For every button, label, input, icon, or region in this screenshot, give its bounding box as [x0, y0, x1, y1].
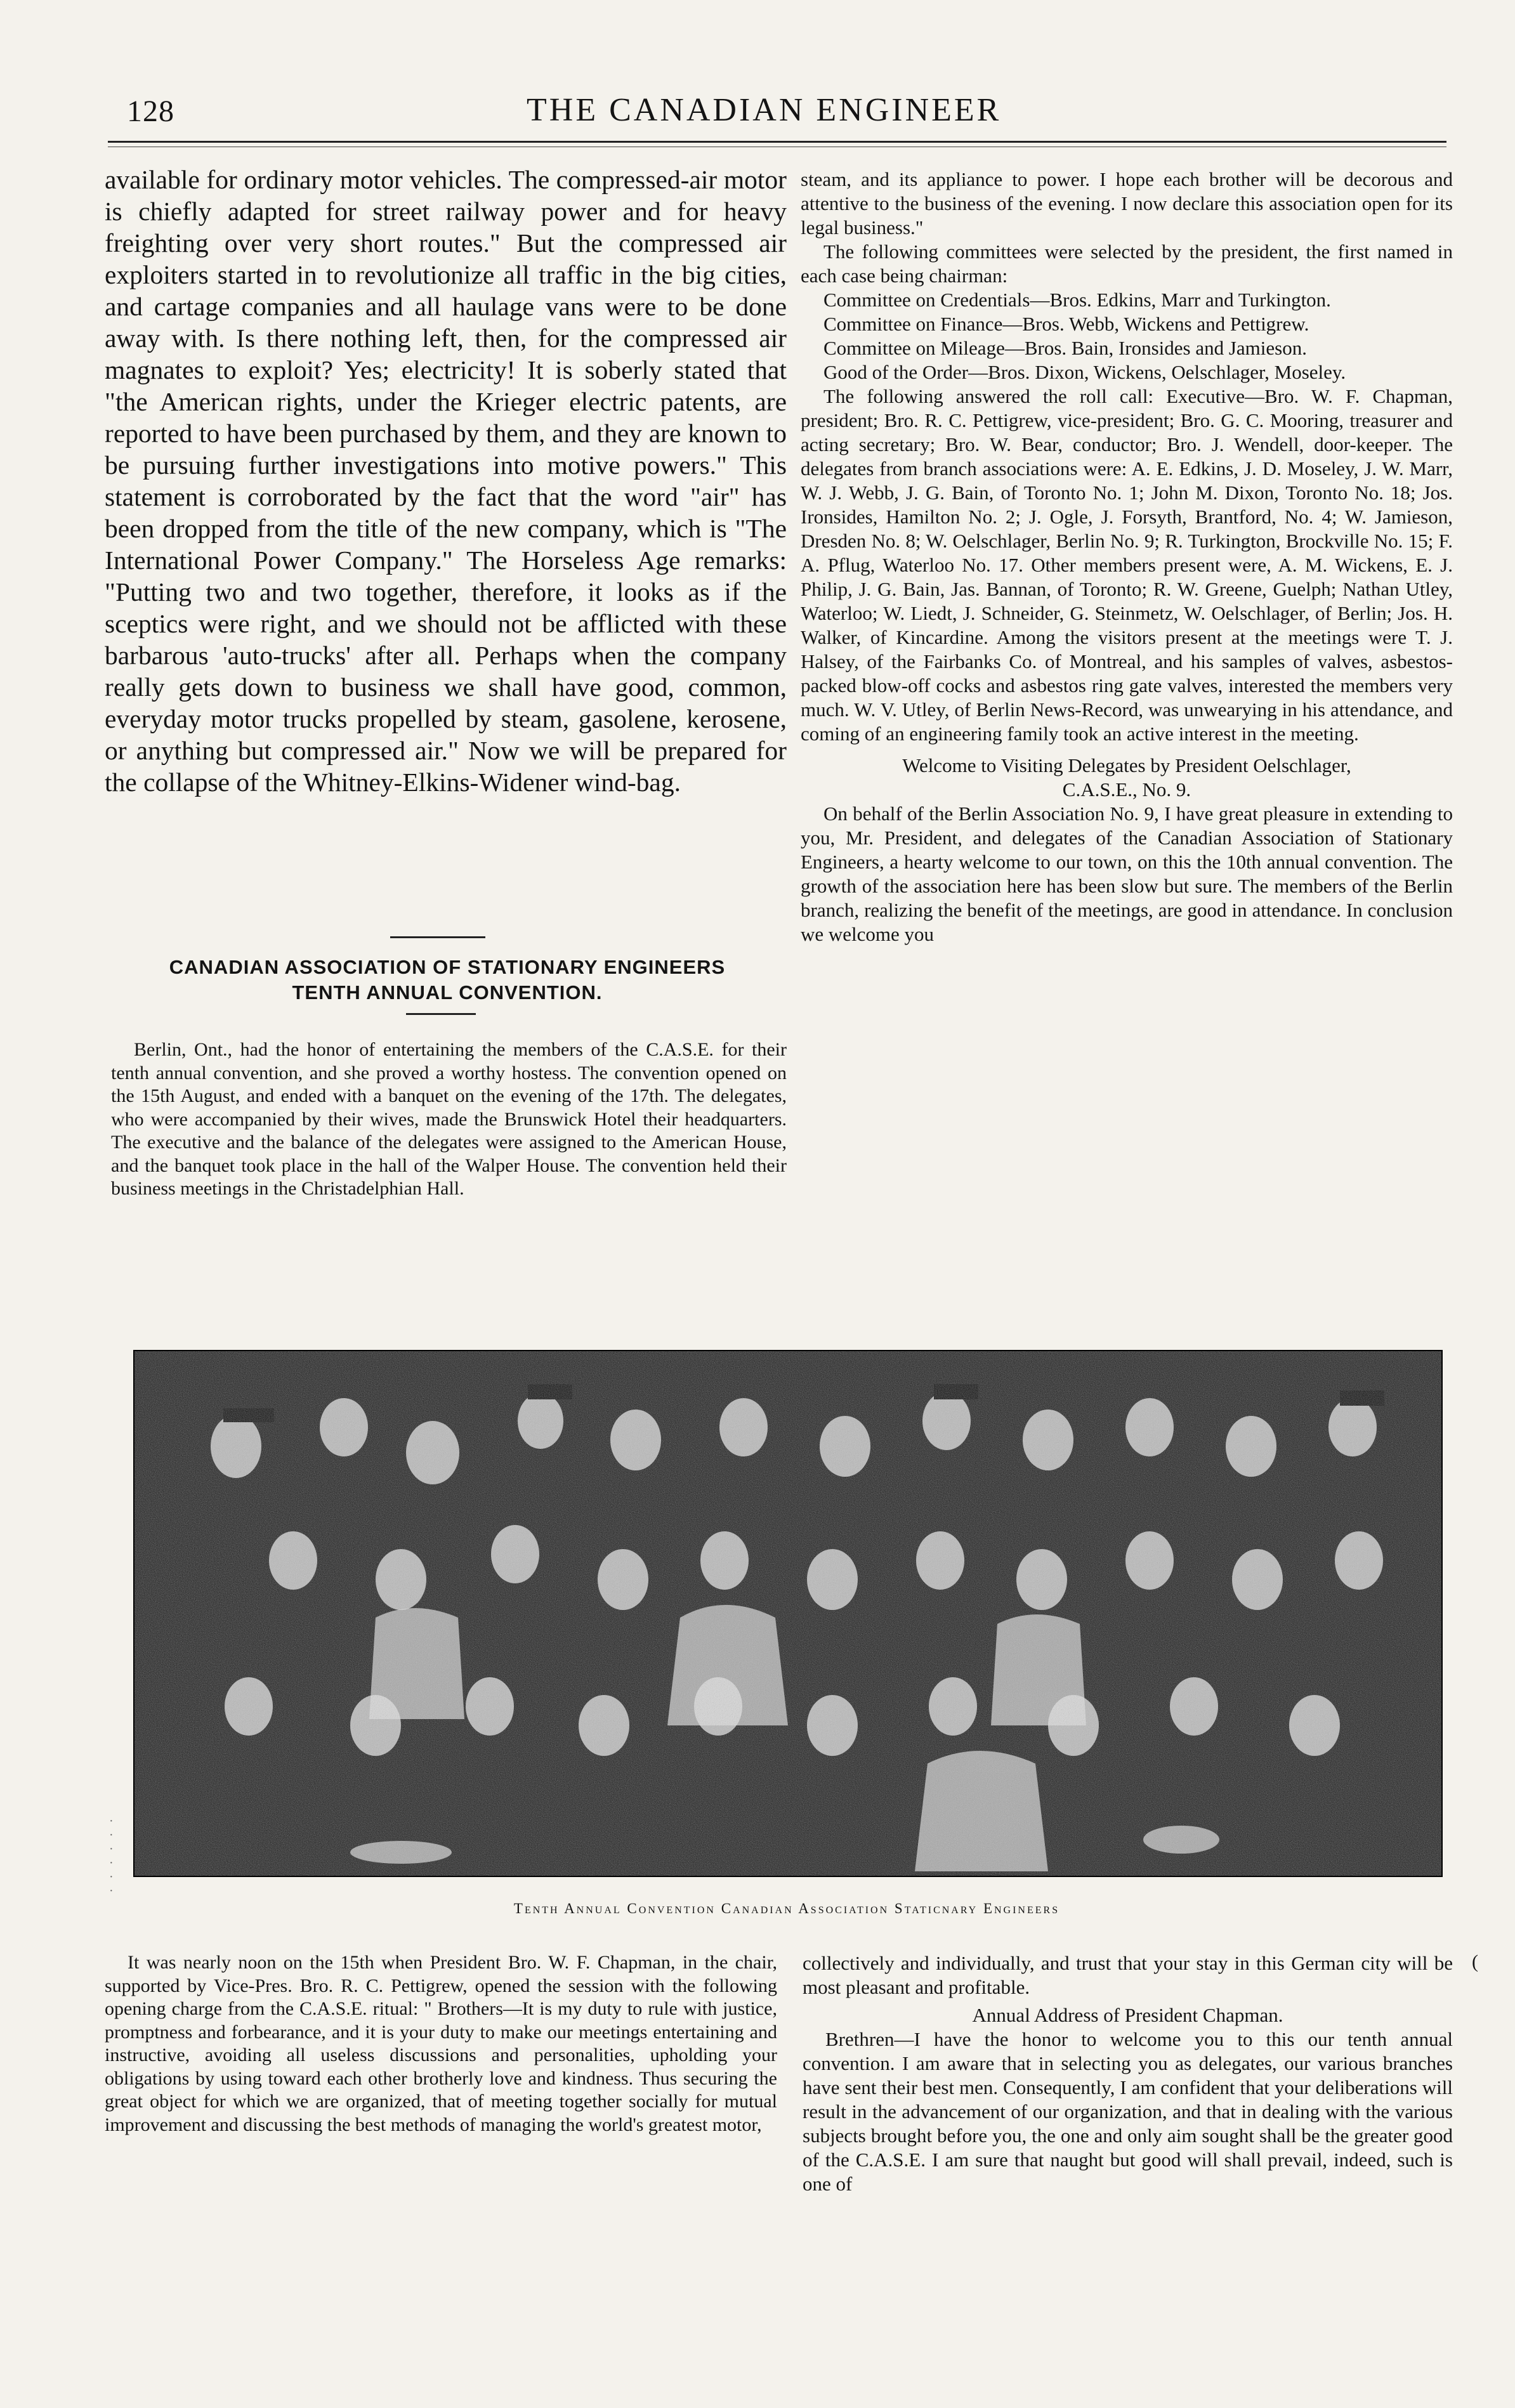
- convention-group-photo: [133, 1350, 1443, 1877]
- margin-dots: · · · · · ·: [109, 1814, 114, 1898]
- roll-call-paragraph: The following answered the roll call: Executive—Bro. W. F. Chapman, president; Bro. R. C. Pettigrew, vice-president; Bro. G. C. Mooring, treasurer and acting secretary; Bro. W. Bear, conductor; Bro. J. Wendell, door-keeper. The delegates from branch associations were: A. E. Edkins, J. D. Moseley, J. W. Marr, W. J. Webb, J. G. Bain, of Toronto No. 1; John M. Dixon, Toronto No. 18; Jos. Ironsides, Hamilton No. 2; J. Ogle, J. Forsyth, Brantford, No. 4; W. Jamieson, Dresden No. 8; W. Oelschlager, Berlin No. 9; R. Turkington, Brockville No. 15; F. A. Pflug, Waterloo No. 17. Other members present were, A. M. Wickens, E. J. Philip, J. G. Bain, Jas. Bannan, of Toronto; R. W. Greene, Guelph; Nathan Utley, Waterloo; W. Liedt, J. Schneider, G. Steinmetz, W. Oelschlager, of Berlin; Jos. H. Walker, of Kincardine. Among the visitors present at the meetings were T. J. Halsey, of the Fairbanks Co. of Montreal, and his samples of valves, asbestos-packed blow-off cocks and asbestos ring gate valves, interested the members very much. W. V. Utley, of Berlin News-Record, was unwearying in his attendance, and coming of an engineering family took an active interest in the meeting.: [801, 385, 1453, 745]
- intro-paragraph: Berlin, Ont., had the honor of entertaining the members of the C.A.S.E. for their tenth annual convention, and she proved a worthy hostess. The convention opened on the 15th August, and ended with a banquet on the evening of the 17th. The delegates, who were accompanied by their wives, made the Brunswick Hotel their headquarters. The executive and the balance of the delegates were assigned to the American House, and the banquet took place in the hall of the Walper House. The convention held their business meetings in the Christadelphian Hall.: [111, 1039, 787, 1199]
- photo-caption: Tenth Annual Convention Canadian Association Staticnary Engineers: [513, 1901, 1060, 1916]
- section-heading-line2: TENTH ANNUAL CONVENTION.: [292, 981, 603, 1004]
- right-column-top: [801, 167, 1453, 946]
- convention-intro: [111, 1038, 787, 1201]
- committee-item: Committee on Finance—Bros. Webb, Wickens and Pettigrew.: [823, 313, 1309, 335]
- paragraph: It was nearly noon on the 15th when President Bro. W. F. Chapman, in the chair, supported by Vice-Pres. Bro. R. C. Pettigrew, opened the session with the following opening charge from the C.A.S.E. ritual: " Brothers—It is my duty to rule with justice, promptness and forbearance, and it is your duty to make our meetings entertaining and instructive, avoiding all useless discussions and personalities, upholding your obligations by using toward each other brotherly love and kindness. Thus securing the great object for which we are organized, that of meeting together socially for mutual improvement and discussing the best methods of managing the world's greatest motor,: [105, 1952, 777, 2135]
- paragraph: The following committees were selected by the president, the first named in each case being chairman:: [801, 240, 1453, 287]
- heading-underline: [406, 1013, 476, 1015]
- paragraph: steam, and its appliance to power. I hope each brother will be decorous and attentive to the business of the evening. I now declare this association open for its legal business.": [801, 168, 1453, 239]
- paragraph: available for ordinary motor vehicles. The compressed-air motor is chiefly adapted for street railway power and for heavy freighting over very short routes." But the compressed air exploiters started in to revolutionize all traffic in the big cities, and cartage companies and all haulage vans were to be done away with. Is there nothing left, then, for the compressed air magnates to exploit? Yes; electricity! It is soberly stated that "the American rights, under the Krieger electric patents, are reported to have been purchased by them, and they are known to be pursuing further investigations into motive powers." This statement is corroborated by the fact that the word "air" has been dropped from the title of the new company, which is "The International Power Company." The Horseless Age remarks: "Putting two and two together, therefore, it looks as if the sceptics were right, and we should not be afflicted with these barbarous 'auto-trucks' after all. Perhaps when the company really gets down to business we shall have good, common, everyday motor trucks propelled by steam, gasolene, kerosene, or anything but compressed air." Now we will be prepared for the collapse of the Whitney-Elkins-Widener wind-bag.: [105, 165, 787, 797]
- paragraph: Brethren—I have the honor to welcome you to this our tenth annual convention. I am aware that in selecting you as delegates, our various branches have sent their best men. Consequently, I am confident that your deliberations will result in the advancement of our organization, and that in dealing with the various subjects brought before you, the one and only aim sought shall be the greater good of the C.A.S.E. I am sure that naught but good will shall prevail, indeed, such is one of: [803, 2028, 1453, 2195]
- left-column-top: [105, 164, 787, 798]
- photo-image: [134, 1351, 1441, 1876]
- committee-item: Good of the Order—Bros. Dixon, Wickens, Oelschlager, Moseley.: [823, 361, 1346, 383]
- welcome-paragraph: On behalf of the Berlin Association No. 9, I have great pleasure in extending to you, Mr. President, and delegates of the Canadian Association of Stationary Engineers, a hearty welcome to our town, on this the 10th annual convention. The growth of the association here has been slow but sure. The members of the Berlin branch, realizing the benefit of the meetings, are good in attendance. In conclusion we welcome you: [801, 802, 1453, 945]
- header-rule: [108, 141, 1446, 147]
- paragraph: collectively and individually, and trust that your stay in this German city will be most pleasant and profitable.: [803, 1952, 1453, 1998]
- address-heading: Annual Address of President Chapman.: [972, 2004, 1283, 2026]
- section-heading: [105, 955, 790, 1005]
- masthead-title: THE CANADIAN ENGINEER: [527, 92, 1002, 128]
- left-column-bottom: [105, 1951, 777, 2136]
- page-number: 128: [127, 95, 174, 128]
- committee-item: Committee on Credentials—Bros. Edkins, Marr and Turkington.: [823, 289, 1331, 311]
- margin-mark: (: [1472, 1951, 1478, 1972]
- welcome-heading-line2: C.A.S.E., No. 9.: [1062, 778, 1191, 801]
- welcome-heading-line1: Welcome to Visiting Delegates by President Oelschlager,: [902, 754, 1351, 776]
- committee-item: Committee on Mileage—Bros. Bain, Ironsides and Jamieson.: [823, 337, 1307, 359]
- section-heading-line1: CANADIAN ASSOCIATION OF STATIONARY ENGINEERS: [169, 956, 726, 978]
- section-divider: [390, 936, 485, 938]
- right-column-bottom: [803, 1951, 1453, 2196]
